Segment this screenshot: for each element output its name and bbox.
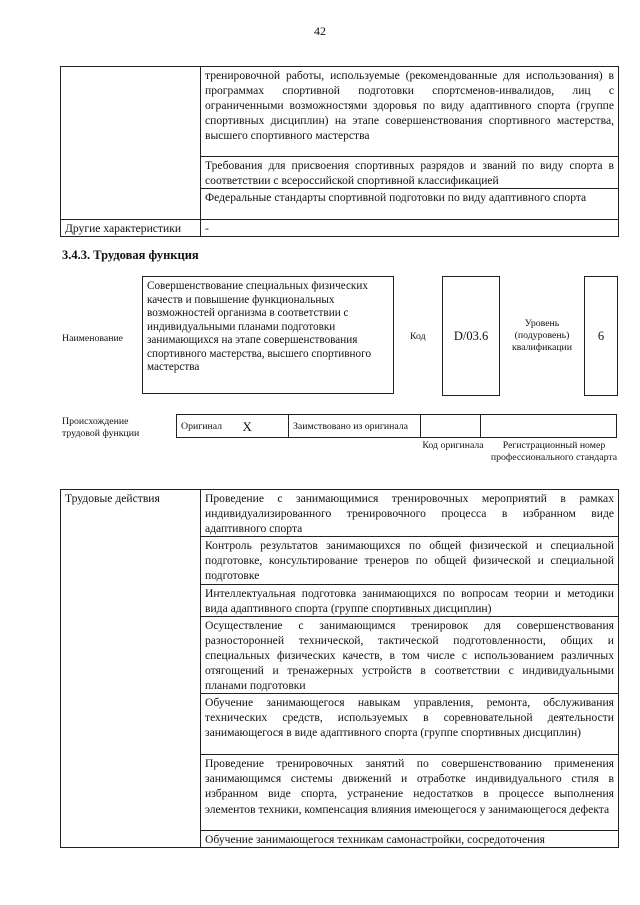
- borrowed-label: Заимствовано из оригинала: [289, 415, 421, 438]
- list-item: Интеллектуальная подготовка занимающихся по вопросам теории и методики вида адаптивного спорта (группе спортивных дисциплин): [201, 584, 619, 616]
- other-characteristics-label: Другие характеристики: [61, 220, 201, 237]
- original-label: Оригинал: [177, 415, 239, 438]
- name-label: Наименование: [62, 333, 124, 344]
- table-cell: тренировочной работы, используемые (рекомендованные для использования) в программах спортивной подготовки спортсменов-инвалидов, лиц с ограниченными возможностями здоровья по виду адаптивного спорта (группе спортивных дисциплин) на этапе совершенствования спортивного мастерства, высшего спортивного мастерства: [201, 67, 619, 157]
- list-item: Проведение с занимающимися тренировочных мероприятий в рамках индивидуализированного тренировочного процесса в избранном виде адаптивного спорта: [201, 490, 619, 537]
- function-name-box: Совершенствование специальных физических качеств и повышение функциональных возможностей организма в соответствии с индивидуальными планами подготовки занимающихся на этапе совершенствования спортивного мастерства, высшего спортивного мастерства: [142, 276, 394, 394]
- reg-caption: Регистрационный номер профессионального стандарта: [490, 440, 618, 463]
- page-number: 42: [314, 24, 326, 38]
- table-row: [61, 220, 619, 237]
- level-label: Уровень (подуровень) квалификации: [511, 318, 573, 353]
- characteristics-table: [60, 66, 619, 237]
- table-cell: Федеральные стандарты спортивной подготовки по виду адаптивного спорта: [201, 189, 619, 220]
- code-caption: Код оригинала: [422, 440, 484, 451]
- section-heading: 3.4.3. Трудовая функция: [62, 248, 199, 262]
- origin-reg-cell: [481, 415, 617, 438]
- empty-label-cell: [61, 67, 201, 220]
- table-cell: Требования для присвоения спортивных разрядов и званий по виду спорта в соответствии с всероссийской спортивной классификацией: [201, 157, 619, 189]
- origin-label: Происхождение трудовой функции: [62, 416, 140, 439]
- labor-actions-label: Трудовые действия: [61, 490, 201, 848]
- code-label: Код: [410, 331, 426, 342]
- table-row: [177, 415, 617, 438]
- table-row: [61, 490, 619, 537]
- list-item: Обучение занимающегося навыкам управления, ремонта, обслуживания технических средств, используемых в соревновательной деятельности занимающегося в виде адаптивного спорта (группе спортивных дисциплин): [201, 694, 619, 755]
- function-code-box: D/03.6: [442, 276, 500, 396]
- labor-actions-table: [60, 489, 619, 848]
- list-item: Обучение занимающегося техникам самонастройки, сосредоточения: [201, 831, 619, 848]
- origin-code-cell: [421, 415, 481, 438]
- list-item: Контроль результатов занимающихся по общей физической и специальной подготовке, консультирование тренеров по общей физической и специальной подготовке: [201, 537, 619, 584]
- origin-table: [176, 414, 617, 438]
- original-mark: X: [239, 415, 289, 438]
- list-item: Проведение тренировочных занятий по совершенствованию применения занимающимся системы движений и отработке индивидуального стиля в избранном виде спорта, устранение недостатков в процессе выполнения элементов техники, компенсация влияния имеющегося у занимающегося дефекта: [201, 755, 619, 831]
- list-item: Осуществление с занимающимся тренировок для совершенствования разносторонней технической, тактической подготовленности, общих и специальных физических качеств, в том числе с использованием различных отягощений и тренажерных устройств в соответствии с индивидуальными планами подготовки: [201, 616, 619, 693]
- qualification-level-box: 6: [584, 276, 618, 396]
- other-characteristics-value: -: [201, 220, 619, 237]
- table-row: [61, 67, 619, 157]
